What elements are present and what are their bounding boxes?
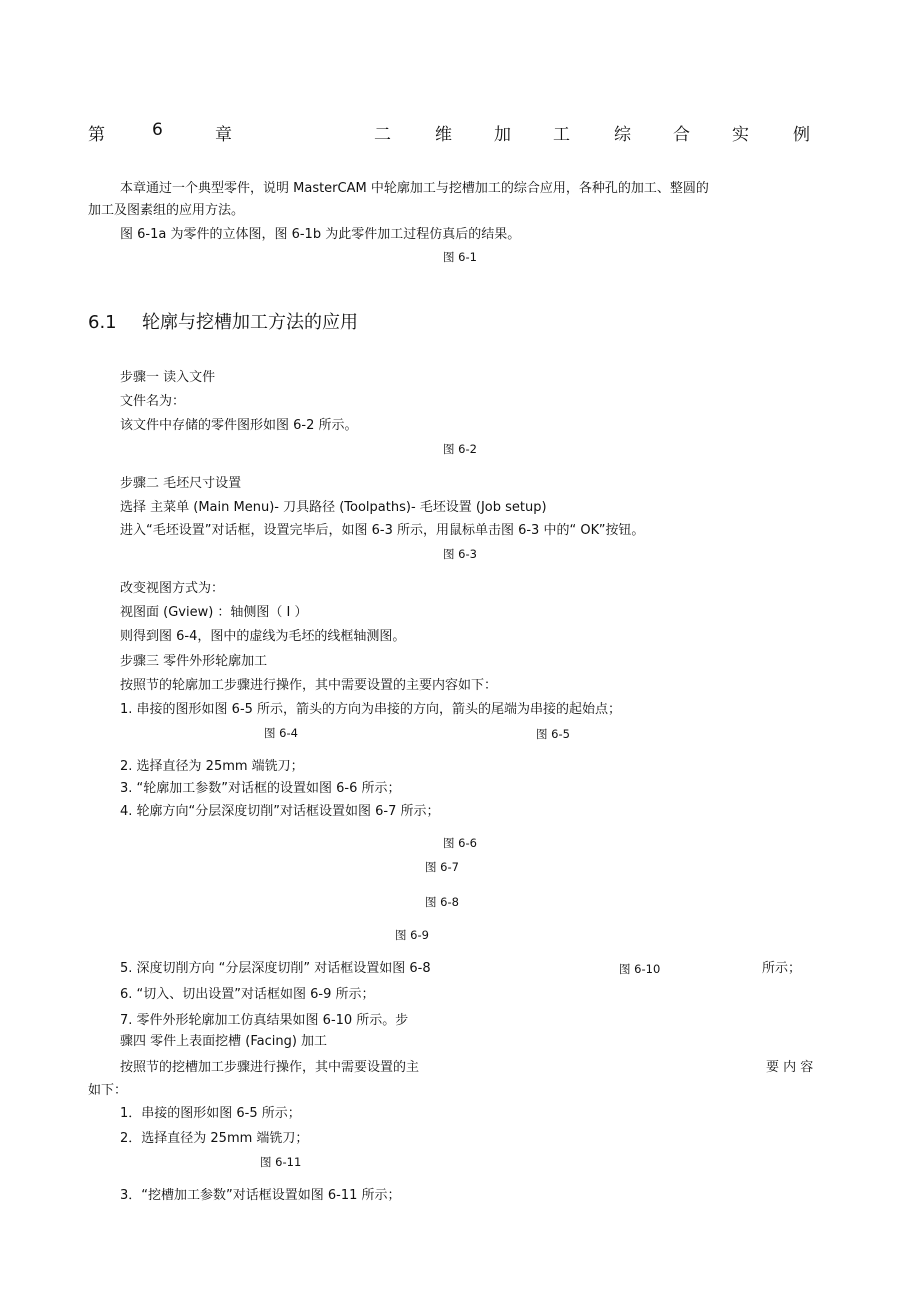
- step4-item2: 2．选择直径为 25mm 端铣刀；: [120, 1131, 309, 1146]
- view-line3: 则得到图 6-4，图中的虚线为毛坯的线框轴测图。: [120, 629, 406, 644]
- step3-intro: 按照节的轮廓加工步骤进行操作，其中需要设置的主要内容如下：: [120, 678, 498, 693]
- title-char: 工: [553, 125, 570, 145]
- step3-item1: 1. 串接的图形如图 6-5 所示，箭头的方向为串接的方向，箭头的尾端为串接的起始点；: [120, 702, 622, 717]
- title-char: 维: [435, 125, 452, 145]
- step3-item4: 4. 轮廓方向“分层深度切削”对话框设置如图 6-7 所示；: [120, 804, 440, 819]
- step2-description: 进入“毛坯设置”对话框，设置完毕后，如图 6-3 所示，用鼠标单击图 6-3 中的“ OK”按钮。: [120, 523, 645, 538]
- figure-caption-6-2: 图 6-2: [443, 442, 477, 456]
- section-title: 轮廓与挖槽加工方法的应用: [142, 312, 358, 333]
- figure-caption-6-10: 图 6-10: [619, 962, 661, 976]
- view-line2: 视图面 (Gview) ：轴侧图（ I ）: [120, 605, 308, 620]
- figure-caption-6-11: 图 6-11: [260, 1155, 302, 1169]
- title-char: 第: [88, 125, 105, 145]
- intro-paragraph-2: 图 6-1a 为零件的立体图，图 6-1b 为此零件加工过程仿真后的结果。: [120, 227, 521, 242]
- title-char: 实: [732, 125, 749, 145]
- title-char: 章: [215, 125, 232, 145]
- figure-caption-6-3: 图 6-3: [443, 547, 477, 561]
- step3-label: 步骤三 零件外形轮廓加工: [120, 654, 268, 669]
- step1-file-name: 文件名为：: [120, 394, 186, 409]
- section-number: 6.1: [88, 312, 117, 333]
- figure-caption-6-8: 图 6-8: [425, 895, 459, 909]
- step3-item3: 3. “轮廓加工参数”对话框的设置如图 6-6 所示；: [120, 781, 401, 796]
- step4-intro-end: 要 内 容: [766, 1060, 814, 1075]
- title-char: 加: [494, 125, 511, 145]
- title-char: 6: [152, 120, 163, 140]
- step3-item5: 5. 深度切削方向 “分层深度切削” 对话框设置如图 6-8: [120, 961, 431, 976]
- step2-label: 步骤二 毛坯尺寸设置: [120, 476, 242, 491]
- step3-item5-end: 所示；: [762, 961, 802, 976]
- step3-item6: 6. “切入、切出设置”对话框如图 6-9 所示；: [120, 987, 375, 1002]
- title-char: 综: [614, 125, 631, 145]
- step1-description: 该文件中存储的零件图形如图 6-2 所示。: [120, 418, 358, 433]
- chapter-title: [88, 120, 810, 144]
- step4-item1: 1．串接的图形如图 6-5 所示；: [120, 1106, 301, 1121]
- figure-caption-6-1: 图 6-1: [443, 250, 477, 264]
- figure-caption-6-9: 图 6-9: [395, 928, 429, 942]
- step4-label: 骤四 零件上表面挖槽 (Facing) 加工: [120, 1034, 328, 1049]
- figure-caption-6-7: 图 6-7: [425, 860, 459, 874]
- title-char: 合: [673, 125, 690, 145]
- title-char: 二: [374, 125, 391, 145]
- step1-label: 步骤一 读入文件: [120, 370, 216, 385]
- figure-caption-6-4: 图 6-4: [264, 726, 298, 740]
- intro-paragraph-line1: 本章通过一个典型零件，说明 MasterCAM 中轮廓加工与挖槽加工的综合应用，各种孔的加工、整圆的: [120, 181, 709, 196]
- step3-item7: 7. 零件外形轮廓加工仿真结果如图 6-10 所示。步: [120, 1013, 409, 1028]
- step4-intro: 按照节的挖槽加工步骤进行操作，其中需要设置的主: [120, 1060, 420, 1075]
- step4-intro-line2: 如下：: [88, 1083, 128, 1098]
- step4-item3: 3．“挖槽加工参数”对话框设置如图 6-11 所示；: [120, 1188, 401, 1203]
- step3-item2: 2. 选择直径为 25mm 端铣刀；: [120, 759, 304, 774]
- view-line1: 改变视图方式为：: [120, 581, 225, 596]
- step2-menu-path: 选择 主菜单 (Main Menu)- 刀具路径 (Toolpaths)- 毛坯设置 (Job setup): [120, 500, 547, 515]
- intro-paragraph-line2: 加工及图素组的应用方法。: [88, 203, 245, 218]
- figure-caption-6-6: 图 6-6: [443, 836, 477, 850]
- title-char: 例: [793, 125, 810, 145]
- figure-caption-6-5: 图 6-5: [536, 727, 570, 741]
